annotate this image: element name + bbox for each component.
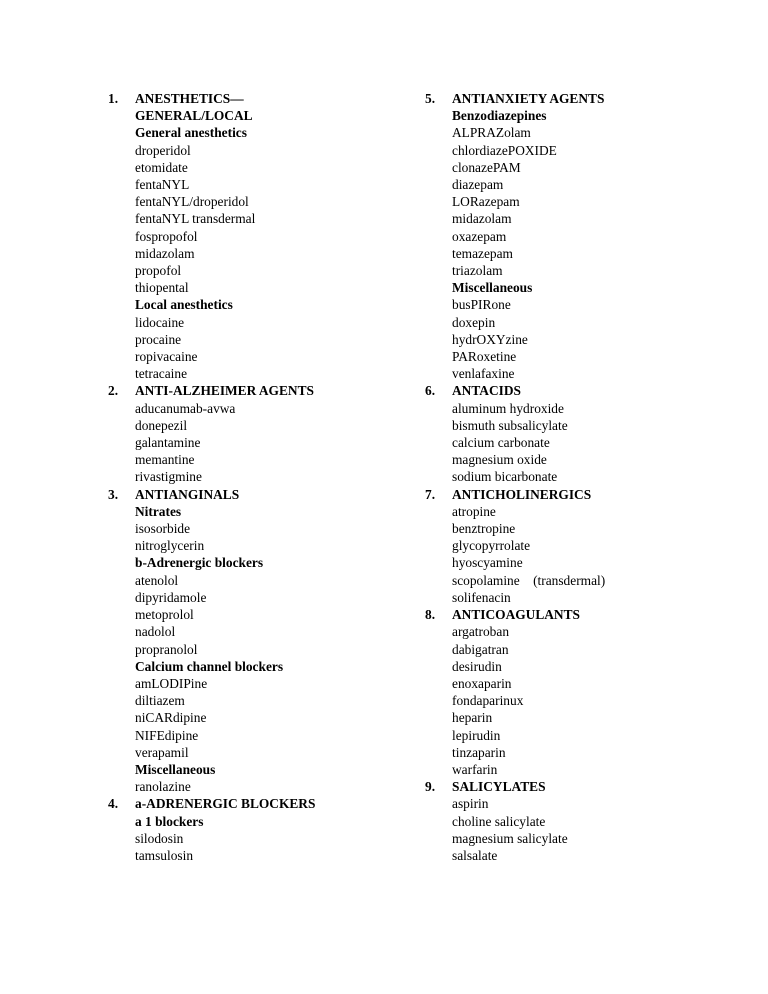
drug-name: donepezil	[135, 417, 188, 433]
drug-name: lepirudin	[452, 727, 501, 743]
section-number: 2.	[108, 383, 119, 399]
subcategory-heading: Calcium channel blockers	[135, 658, 284, 674]
drug-name: metoprolol	[135, 607, 194, 623]
drug-name: niCARdipine	[135, 710, 207, 726]
section-heading: ANTACIDS	[452, 383, 521, 399]
drug-name: NIFEdipine	[135, 727, 199, 743]
section-heading: ANTICOAGULANTS	[452, 607, 580, 623]
drug-name: dabigatran	[452, 641, 509, 657]
drug-name: diltiazem	[135, 693, 185, 709]
drug-name: lidocaine	[135, 314, 185, 330]
drug-name: verapamil	[135, 744, 189, 760]
drug-name: aducanumab-avwa	[135, 400, 236, 416]
section-heading: ANTI-ALZHEIMER AGENTS	[135, 383, 314, 399]
drug-name: scopolamine (transdermal)	[452, 572, 606, 588]
section-heading: ANTICHOLINERGICS	[452, 486, 592, 502]
drug-name: choline salicylate	[452, 813, 546, 829]
drug-class-section	[108, 90, 388, 382]
drug-name: memantine	[135, 452, 195, 468]
drug-class-section	[108, 795, 388, 864]
subcategory-heading: Benzodiazepines	[452, 108, 547, 124]
drug-name: benztropine	[452, 521, 516, 537]
drug-name: rivastigmine	[135, 469, 202, 485]
drug-name: thiopental	[135, 280, 189, 296]
drug-name: amLODIPine	[135, 675, 208, 691]
drug-name: hydrOXYzine	[452, 331, 528, 347]
drug-class-section	[425, 90, 725, 382]
drug-name: argatroban	[452, 624, 510, 640]
section-heading: ANTIANXIETY AGENTS	[452, 91, 605, 106]
section-number: 9.	[425, 779, 436, 795]
drug-class-section	[425, 606, 725, 778]
section-heading: ANESTHETICS—	[135, 91, 244, 106]
drug-name: tamsulosin	[135, 847, 194, 863]
drug-name: triazolam	[452, 263, 503, 279]
drug-name: PARoxetine	[452, 349, 517, 365]
drug-name: fentaNYL	[135, 177, 190, 193]
drug-name: tetracaine	[135, 366, 188, 382]
drug-name: nadolol	[135, 624, 176, 640]
drug-name: venlafaxine	[452, 366, 515, 382]
drug-class-section	[425, 778, 725, 864]
drug-name: galantamine	[135, 435, 201, 451]
section-heading: a-ADRENERGIC BLOCKERS	[135, 796, 316, 812]
drug-name: doxepin	[452, 314, 496, 330]
drug-name: hyoscyamine	[452, 555, 523, 571]
section-number: 3.	[108, 486, 119, 502]
drug-name: solifenacin	[452, 589, 511, 605]
drug-name: nitroglycerin	[135, 538, 205, 554]
subcategory-heading: Nitrates	[135, 503, 182, 519]
drug-class-section	[425, 486, 725, 606]
subcategory-heading: a 1 blockers	[135, 813, 204, 829]
drug-name: chlordiazePOXIDE	[452, 142, 557, 158]
section-number: 4.	[108, 796, 119, 812]
drug-name: aluminum hydroxide	[452, 400, 564, 416]
drug-name: midazolam	[135, 245, 195, 261]
drug-class-section	[108, 382, 388, 485]
section-number: 6.	[425, 383, 436, 399]
drug-class-section	[108, 486, 388, 796]
drug-name: fentaNYL/droperidol	[135, 194, 249, 210]
drug-name: bismuth subsalicylate	[452, 417, 568, 433]
drug-name: sodium bicarbonate	[452, 469, 558, 485]
drug-name: propranolol	[135, 641, 198, 657]
drug-name: LORazepam	[452, 194, 520, 210]
drug-name: ranolazine	[135, 779, 191, 795]
drug-name: droperidol	[135, 142, 191, 158]
drug-name: magnesium oxide	[452, 452, 547, 468]
drug-name: salsalate	[452, 847, 498, 863]
section-number: 8.	[425, 607, 436, 623]
drug-name: dipyridamole	[135, 589, 207, 605]
drug-name: midazolam	[452, 211, 512, 227]
section-heading: ANTIANGINALS	[135, 486, 240, 502]
drug-name: ALPRAZolam	[452, 125, 531, 141]
drug-name: etomidate	[135, 159, 188, 175]
section-heading: SALICYLATES	[452, 779, 546, 795]
drug-name: desirudin	[452, 658, 502, 674]
drug-name: calcium carbonate	[452, 435, 550, 451]
drug-name: atropine	[452, 503, 496, 519]
drug-name: ropivacaine	[135, 349, 198, 365]
right-column	[425, 90, 725, 864]
drug-name: propofol	[135, 263, 182, 279]
subcategory-heading: b-Adrenergic blockers	[135, 555, 264, 571]
drug-name: diazepam	[452, 177, 504, 193]
drug-name: temazepam	[452, 245, 513, 261]
subcategory-heading: Local anesthetics	[135, 297, 233, 313]
drug-name: fondaparinux	[452, 693, 524, 709]
drug-name: busPIRone	[452, 297, 511, 313]
section-number: 7.	[425, 486, 436, 502]
drug-class-section	[425, 382, 725, 485]
drug-name: fospropofol	[135, 228, 198, 244]
section-number: 5.	[425, 91, 436, 106]
drug-name: aspirin	[452, 796, 489, 812]
subcategory-heading: General anesthetics	[135, 125, 247, 141]
subcategory-heading: Miscellaneous	[452, 280, 533, 296]
drug-name: glycopyrrolate	[452, 538, 531, 554]
drug-name: magnesium salicylate	[452, 830, 568, 846]
subcategory-heading: Miscellaneous	[135, 761, 216, 777]
section-heading: GENERAL/LOCAL	[135, 108, 253, 124]
drug-name: clonazePAM	[452, 159, 521, 175]
drug-name: oxazepam	[452, 228, 507, 244]
drug-name: silodosin	[135, 830, 184, 846]
left-column	[108, 90, 388, 864]
drug-name: heparin	[452, 710, 493, 726]
drug-name: enoxaparin	[452, 675, 512, 691]
drug-name: procaine	[135, 331, 182, 347]
drug-name: isosorbide	[135, 521, 191, 537]
drug-name: fentaNYL transdermal	[135, 211, 256, 227]
drug-name: tinzaparin	[452, 744, 506, 760]
drug-name: atenolol	[135, 572, 179, 588]
drug-name: warfarin	[452, 761, 498, 777]
section-number: 1.	[108, 91, 119, 106]
